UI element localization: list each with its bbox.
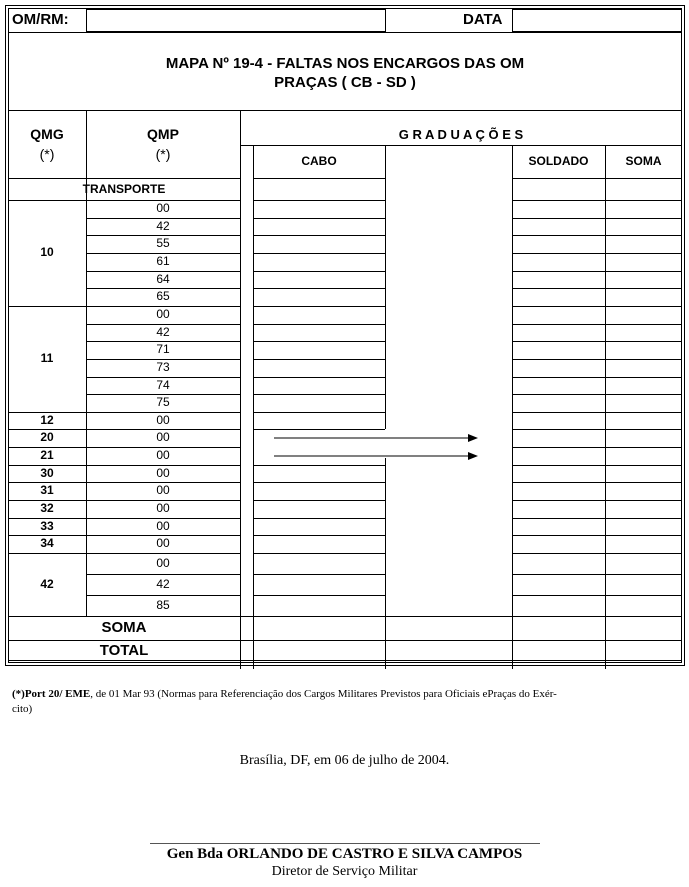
soldado-cell-line <box>512 500 682 501</box>
qmp-value: 61 <box>156 253 170 268</box>
cabo-cell-line <box>253 482 385 483</box>
grid-line <box>253 465 385 466</box>
signature-role: Diretor de Serviço Militar <box>271 864 418 879</box>
qmp-header: QMP <box>147 126 179 142</box>
qmp-value: 75 <box>156 395 170 410</box>
grid-line <box>512 200 682 201</box>
cabo-cell-line <box>253 324 385 325</box>
soldado-cell-line <box>512 412 682 413</box>
qmp-value: 00 <box>156 430 170 445</box>
om-rm-field[interactable] <box>86 9 386 32</box>
cabo-cell-line <box>253 553 385 554</box>
qmg-value: 33 <box>40 518 54 533</box>
cabo-cell-line <box>253 500 385 501</box>
qmp-value: 00 <box>156 412 170 427</box>
footnote <box>12 688 557 700</box>
data-field[interactable] <box>512 9 682 32</box>
cabo-header: CABO <box>301 154 337 168</box>
qmg-value: 12 <box>40 412 54 427</box>
cabo-cell-line <box>253 377 385 378</box>
qmp-value: 00 <box>156 448 170 463</box>
soldado-cell-line <box>512 235 682 236</box>
cabo-cell-line <box>253 394 385 395</box>
qmg-value: 11 <box>40 350 54 365</box>
form-subtitle: PRAÇAS ( CB - SD ) <box>274 74 416 91</box>
soldado-cell-line <box>512 595 682 596</box>
qmg-value: 21 <box>40 448 54 463</box>
grid-line <box>253 145 254 669</box>
place-date: Brasília, DF, em 06 de julho de 2004. <box>239 753 450 768</box>
grid-line <box>86 110 87 616</box>
qmp-value: 00 <box>156 465 170 480</box>
soldado-cell-line <box>512 271 682 272</box>
grid-line <box>605 145 606 669</box>
data-label: DATA <box>463 11 503 28</box>
soldado-cell-line <box>512 535 682 536</box>
qmp-value: 65 <box>156 289 170 304</box>
soldado-cell-line <box>512 359 682 360</box>
grid-line <box>385 458 386 669</box>
cabo-cell-line <box>253 288 385 289</box>
qmp-value: 00 <box>156 201 170 215</box>
qmp-value: 64 <box>156 271 170 286</box>
soldado-cell-line <box>512 253 682 254</box>
grid-line <box>385 145 386 429</box>
form-title: MAPA Nº 19-4 - FALTAS NOS ENCARGOS DAS OM <box>165 55 525 72</box>
footnote-marker: (*) <box>12 688 25 700</box>
cabo-cell-line <box>253 574 385 575</box>
grid-line <box>8 616 682 617</box>
qmp-value: 42 <box>156 324 170 339</box>
signature-name <box>0 846 689 863</box>
signature-line <box>150 843 540 844</box>
soldado-cell-line <box>512 447 682 448</box>
soldado-cell-line <box>512 394 682 395</box>
soldado-cell-line <box>512 341 682 342</box>
soldado-cell-line <box>512 574 682 575</box>
cabo-cell-line <box>253 359 385 360</box>
qmg-note: (*) <box>39 146 55 162</box>
qmg-header: QMG <box>30 126 64 142</box>
transporte-label: TRANSPORTE <box>82 182 166 196</box>
qmp-value: 00 <box>156 556 170 570</box>
soma-row-label: SOMA <box>101 619 147 636</box>
footnote-cont: cito) <box>12 703 33 715</box>
qmp-note: (*) <box>155 146 171 162</box>
qmp-value: 73 <box>156 359 170 374</box>
cabo-cell-line <box>253 518 385 519</box>
om-rm-label: OM/RM: <box>12 11 69 28</box>
qmp-value: 71 <box>156 342 170 357</box>
soldado-cell-line <box>512 377 682 378</box>
soldado-cell-line <box>512 518 682 519</box>
qmg-value: 31 <box>40 483 54 498</box>
grid-line <box>253 200 385 201</box>
soldado-cell-line <box>512 324 682 325</box>
arrow-icon <box>270 450 482 462</box>
qmg-value: 30 <box>40 465 54 480</box>
qmg-value: 20 <box>40 430 54 445</box>
cabo-cell-line <box>253 235 385 236</box>
grid-line <box>240 110 241 669</box>
signature-prefix: Gen Bda <box>166 846 224 862</box>
grid-line <box>512 145 513 669</box>
qmp-value: 00 <box>156 536 170 551</box>
cabo-cell-line <box>253 218 385 219</box>
qmg-value: 42 <box>40 577 54 591</box>
qmp-value: 55 <box>156 236 170 251</box>
cabo-cell-line <box>253 306 385 307</box>
soldado-cell-line <box>512 482 682 483</box>
cabo-cell-line <box>253 341 385 342</box>
qmp-value: 00 <box>156 306 170 321</box>
cabo-cell-line <box>253 271 385 272</box>
qmp-value: 00 <box>156 483 170 498</box>
soldado-cell-line <box>512 218 682 219</box>
cabo-cell-line <box>253 595 385 596</box>
cabo-cell-line <box>253 429 385 430</box>
soldado-cell-line <box>512 465 682 466</box>
qmp-value: 85 <box>156 598 170 612</box>
soldado-cell-line <box>512 288 682 289</box>
soldado-header: SOLDADO <box>528 154 589 168</box>
signature-fullname: ORLANDO DE CASTRO E SILVA CAMPOS <box>226 846 523 862</box>
cabo-cell-line <box>253 253 385 254</box>
total-row-label: TOTAL <box>99 642 149 659</box>
arrow-icon <box>270 432 482 444</box>
graduacoes-header: G R A D U A Ç Õ E S <box>398 127 524 142</box>
footnote-ref: Port 20/ EME <box>24 688 91 700</box>
qmg-value: 10 <box>40 245 54 259</box>
qmg-value: 34 <box>40 536 54 551</box>
soldado-cell-line <box>512 429 682 430</box>
grid-line <box>512 178 682 179</box>
cabo-cell-line <box>253 535 385 536</box>
soldado-cell-line <box>512 306 682 307</box>
qmp-value: 74 <box>156 377 170 392</box>
soldado-cell-line <box>512 553 682 554</box>
soma-header: SOMA <box>625 154 662 168</box>
qmp-value: 42 <box>156 218 170 233</box>
qmg-value: 32 <box>40 501 54 516</box>
grid-line <box>8 660 682 661</box>
grid-line <box>253 178 385 179</box>
cabo-cell-line <box>253 412 385 413</box>
qmp-value: 00 <box>156 518 170 533</box>
qmp-value: 00 <box>156 501 170 516</box>
qmp-value: 42 <box>156 577 170 591</box>
footnote-text: , de 01 Mar 93 (Normas para Referenciação dos Cargos Militares Previstos para Oficiais ePraças do Exér- <box>90 688 557 700</box>
